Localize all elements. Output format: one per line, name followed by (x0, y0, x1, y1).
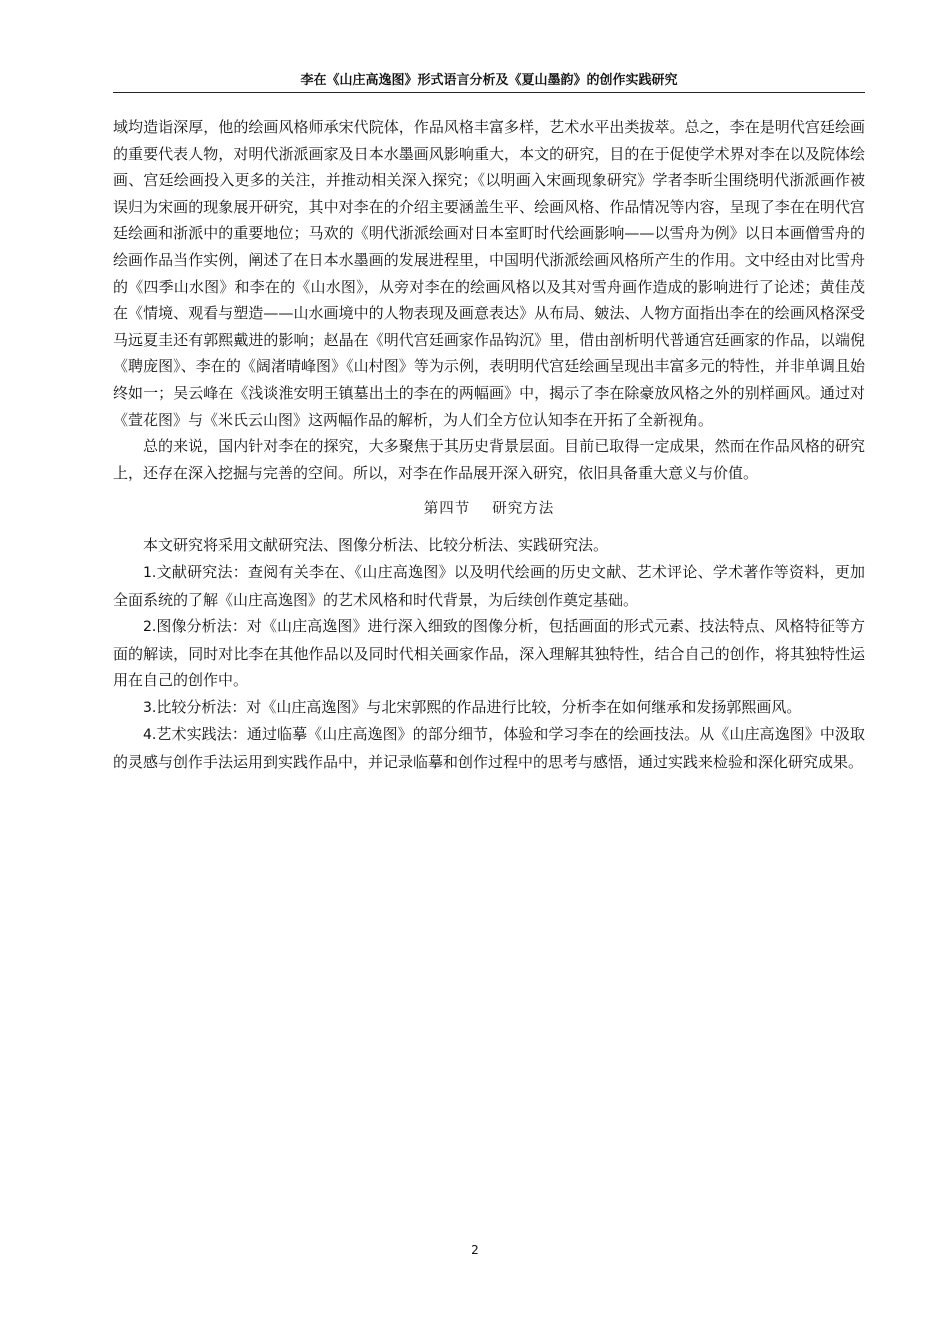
paragraph-summary: 总的来说，国内针对李在的探究，大多聚焦于其历史背景层面。目前已取得一定成果，然而在作品风格的研究上，还存在深入挖掘与完善的空间。所以，对李在作品展开深入研究，依旧具备重大意义与价值。 (113, 437, 865, 482)
section-heading (113, 496, 865, 522)
method-text: 比较分析法：对《山庄高逸图》与北宋郭熙的作品进行比较，分析李在如何继承和发扬郭熙画风。 (156, 697, 802, 716)
method-text: 艺术实践法：通过临摹《山庄高逸图》的部分细节，体验和学习李在的绘画技法。从《山庄高逸图》中汲取的灵感与创作手法运用到实践作品中，并记录临摹和创作过程中的思考与感悟，通过实践来检验和深化研究成果。 (113, 725, 865, 772)
section-title: 研究方法 (492, 501, 555, 518)
method-text: 图像分析法：对《山庄高逸图》进行深入细致的图像分析，包括画面的形式元素、技法特点、风格特征等方面的解读，同时对比李在其他作品以及同时代相关画家作品，深入理解其独特性，结合自己的创作，将其独特性运用在自己的创作中。 (113, 617, 865, 690)
method-number: 1. (143, 564, 157, 581)
method-item (113, 721, 865, 775)
page-number: 2 (471, 1243, 479, 1257)
running-header: 李在《山庄高逸图》形式语言分析及《夏山墨韵》的创作实践研究 (113, 72, 865, 93)
method-number: 2. (143, 619, 157, 636)
section-number: 第四节 (423, 501, 471, 518)
body-text (113, 114, 865, 776)
method-item (113, 694, 865, 722)
method-number: 3. (143, 699, 157, 716)
method-item (113, 613, 865, 694)
method-number: 4. (143, 727, 157, 744)
paragraph-literature-review: 域均造诣深厚，他的绘画风格师承宋代院体，作品风格丰富多样，艺术水平出类拔萃。总之，李在是明代宫廷绘画的重要代表人物，对明代浙派画家及日本水墨画风影响重大，本文的研究，目的在于促使学术界对李在以及院体绘画、宫廷绘画投入更多的关注，并推动相关深入探究；《以明画入宋画现象研究》学者李昕尘围绕明代浙派画作被误归为宋画的现象展开研究，其中对李在的介绍主要涵盖生平、绘画风格、作品情况等内容，呈现了李在在明代宫廷绘画和浙派中的重要地位；马欢的《明代浙派绘画对日本室町时代绘画影响——以雪舟为例》以日本画僧雪舟的绘画作品当作实例，阐述了在日本水墨画的发展进程里，中国明代浙派绘画风格所产生的作用。文中经由对比雪舟的《四季山水图》和李在的《山水图》，从旁对李在的绘画风格以及其对雪舟画作造成的影响进行了论述；黄佳茂在《情境、观看与塑造——山水画境中的人物表现及画意表达》从布局、皴法、人物方面指出李在的绘画风格深受马远夏圭还有郭熙戴进的影响；赵晶在《明代宫廷画家作品钩沉》里，借由剖析明代普通宫廷画家的作品，以端倪《聘庞图》、李在的《阔渚晴峰图》《山村图》等为示例，表明明代宫廷绘画呈现出丰富多元的特性，并非单调且始终如一；吴云峰在《浅谈淮安明王镇墓出土的李在的两幅画》中，揭示了李在除豪放风格之外的别样画风。通过对《萱花图》与《米氏云山图》这两幅作品的解析，为人们全方位认知李在开拓了全新视角。 (113, 118, 865, 429)
method-text: 文献研究法：查阅有关李在、《山庄高逸图》以及明代绘画的历史文献、艺术评论、学术著作等资料，更加全面系统的了解《山庄高逸图》的艺术风格和时代背景，为后续创作奠定基础。 (113, 562, 865, 609)
methods-intro: 本文研究将采用文献研究法、图像分析法、比较分析法、实践研究法。 (143, 536, 609, 555)
method-item (113, 559, 865, 613)
